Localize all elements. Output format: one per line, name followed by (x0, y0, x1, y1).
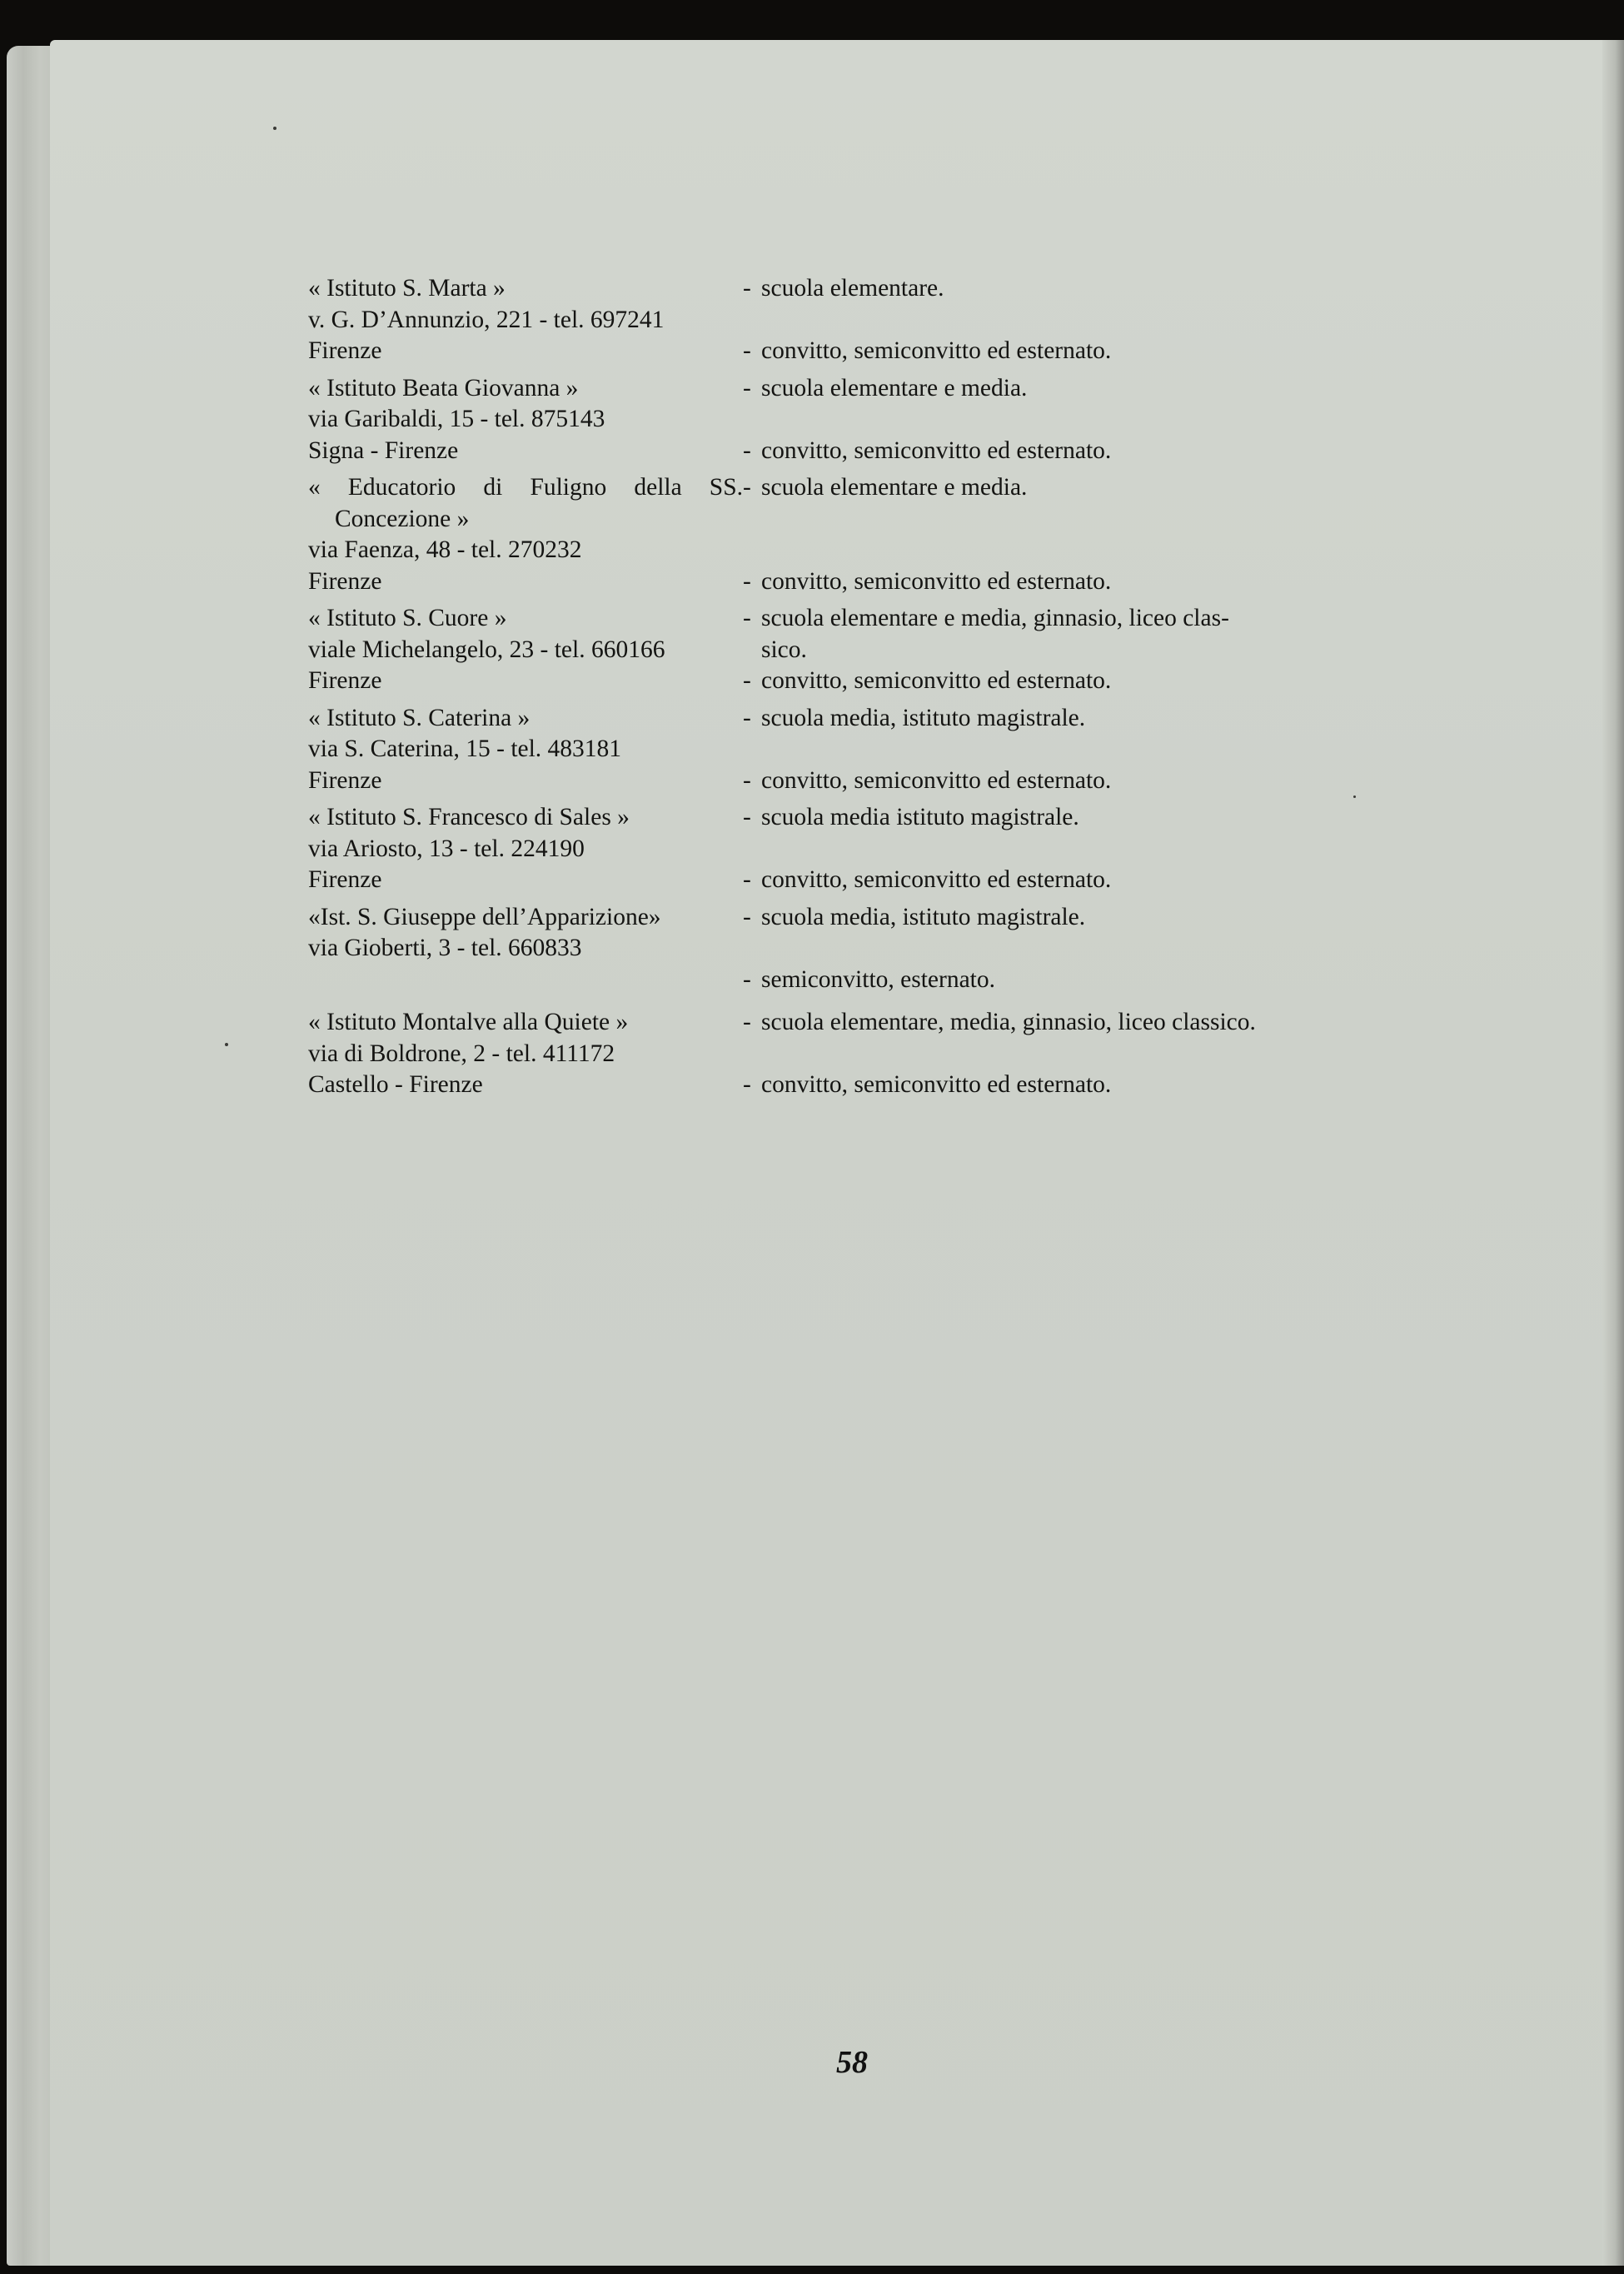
school-description: - scuola elementare, media, ginnasio, liceo classico. - convitto, semiconvitto ed esternato. (743, 1007, 1391, 1101)
school-type: scuola media istituto magistrale. (761, 804, 1079, 830)
boarding-type: convitto, semiconvitto ed esternato. (761, 1071, 1112, 1098)
school-city: Castello - Firenze (308, 1071, 483, 1098)
school-address: via Ariosto, 13 - tel. 224190 (308, 835, 585, 862)
school-entry (308, 902, 1391, 996)
school-address: via di Boldrone, 2 - tel. 411172 (308, 1040, 615, 1067)
school-type: scuola elementare, media, ginnasio, liceo classico. (761, 1009, 1256, 1035)
school-info (308, 273, 743, 367)
school-entry (308, 603, 1391, 697)
school-entry (308, 472, 1391, 597)
school-address: via Garibaldi, 15 - tel. 875143 (308, 406, 605, 432)
school-info (308, 373, 743, 467)
school-entry (308, 273, 1391, 367)
school-address: via Gioberti, 3 - tel. 660833 (308, 935, 582, 961)
school-description: - scuola elementare. - convitto, semiconvitto ed esternato. (743, 273, 1391, 367)
school-address: viale Michelangelo, 23 - tel. 660166 (308, 636, 665, 663)
school-city: Firenze (308, 766, 382, 794)
school-type: scuola elementare e media, ginnasio, liceo clas- (761, 605, 1229, 631)
school-type: scuola elementare e media. (761, 374, 1028, 401)
school-name: « Istituto S. Cuore » (308, 605, 507, 631)
school-description: - scuola media istituto magistrale. - convitto, semiconvitto ed esternato. (743, 802, 1391, 896)
school-name: « Istituto S. Francesco di Sales » (308, 804, 630, 830)
school-description: - scuola elementare e media. - convitto, semiconvitto ed esternato. (743, 373, 1391, 467)
school-type: scuola media, istituto magistrale. (761, 704, 1086, 731)
school-name: « Educatorio di Fuligno della SS. (308, 474, 743, 501)
school-type: scuola elementare e media. (761, 474, 1028, 501)
school-entry (308, 373, 1391, 467)
school-description: - scuola media, istituto magistrale. - convitto, semiconvitto ed esternato. (743, 703, 1391, 797)
school-description: - scuola elementare e media. - convitto, semiconvitto ed esternato. (743, 472, 1391, 597)
boarding-type: convitto, semiconvitto ed esternato. (761, 866, 1112, 893)
school-name: «Ist. S. Giuseppe dell’Apparizione» (308, 903, 661, 930)
school-name-continued: Concezione » (335, 505, 470, 532)
school-address: v. G. D’Annunzio, 221 - tel. 697241 (308, 306, 665, 333)
boarding-type: convitto, semiconvitto ed esternato. (761, 436, 1112, 464)
boarding-type: semiconvitto, esternato. (761, 965, 995, 993)
school-city: Firenze (308, 337, 382, 364)
school-city: Firenze (308, 866, 382, 893)
school-address: via Faenza, 48 - tel. 270232 (308, 536, 582, 563)
school-list (308, 273, 1391, 1101)
school-info (308, 603, 743, 697)
school-name: « Istituto Beata Giovanna » (308, 374, 579, 401)
page-number: 58 (836, 2045, 868, 2080)
school-name: « Istituto S. Marta » (308, 275, 506, 302)
paper-speck (273, 127, 276, 130)
school-type: scuola elementare. (761, 275, 944, 302)
school-name: « Istituto S. Caterina » (308, 704, 531, 731)
boarding-type: convitto, semiconvitto ed esternato. (761, 567, 1112, 595)
page-edge (1602, 40, 1624, 2266)
school-address: via S. Caterina, 15 - tel. 483181 (308, 736, 622, 762)
school-description: - scuola media, istituto magistrale. - semiconvitto, esternato. (743, 902, 1391, 996)
school-entry (308, 703, 1391, 797)
school-city: Firenze (308, 667, 382, 694)
school-type-continued: sico. (761, 636, 807, 663)
school-city: Firenze (308, 567, 382, 595)
school-info (308, 1007, 743, 1101)
boarding-type: convitto, semiconvitto ed esternato. (761, 667, 1112, 694)
school-city (308, 965, 743, 996)
school-name: « Istituto Montalve alla Quiete » (308, 1009, 629, 1035)
school-info (308, 902, 743, 996)
school-city: Signa - Firenze (308, 436, 459, 464)
paper-speck (225, 1043, 228, 1046)
school-description: - scuola elementare e media, ginnasio, liceo clas- sico. - convitto, semiconvitto ed esternato. (743, 603, 1391, 697)
school-info (308, 472, 743, 597)
school-entry (308, 802, 1391, 896)
school-info (308, 703, 743, 797)
school-type: scuola media, istituto magistrale. (761, 903, 1086, 930)
boarding-type: convitto, semiconvitto ed esternato. (761, 766, 1112, 794)
boarding-type: convitto, semiconvitto ed esternato. (761, 337, 1112, 364)
school-entry (308, 1007, 1391, 1101)
school-info (308, 802, 743, 896)
